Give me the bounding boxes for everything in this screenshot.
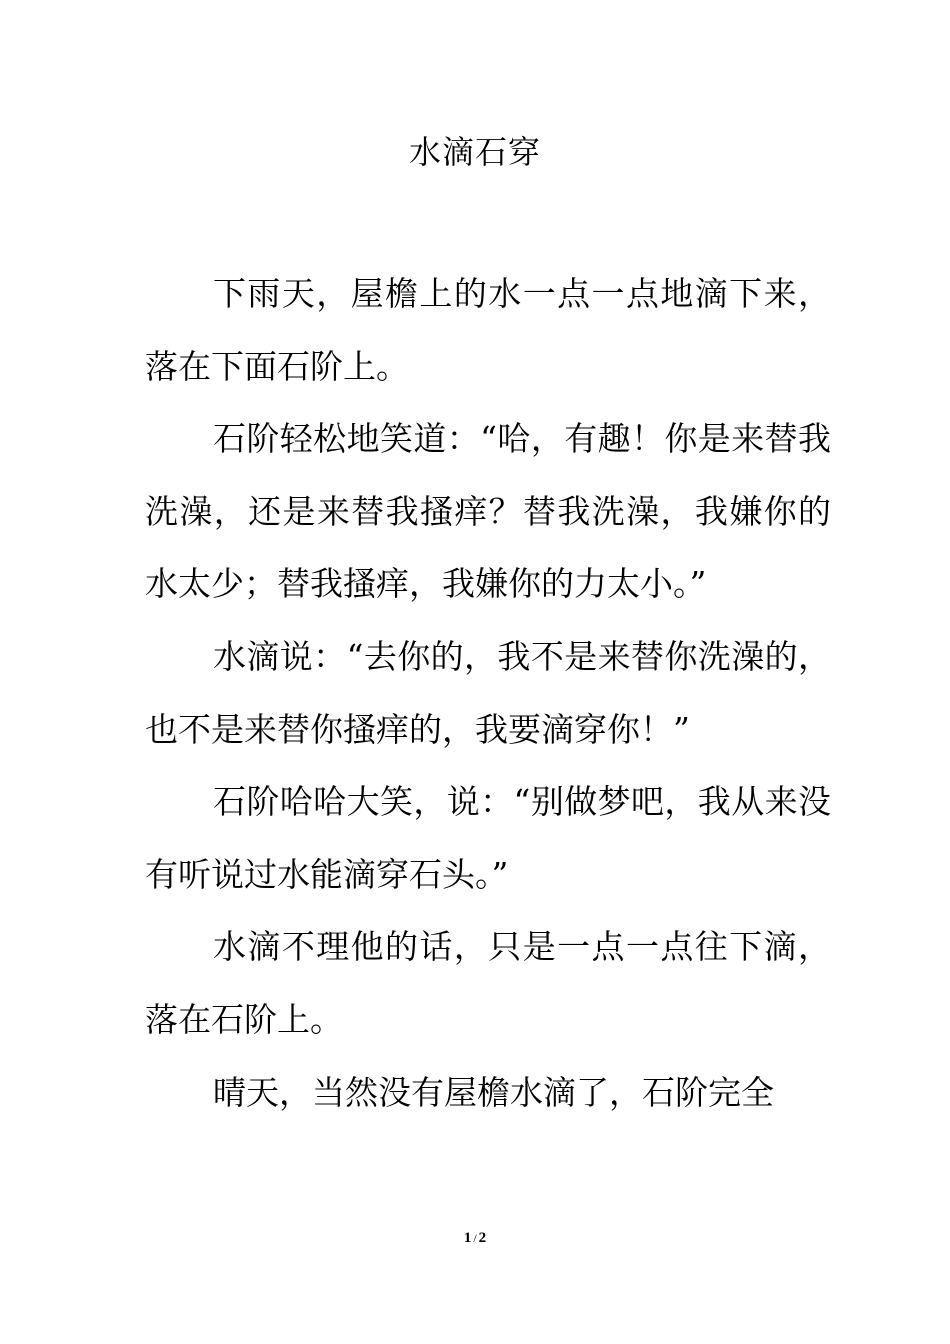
paragraph-3: 水滴说：“去你的，我不是来替你洗澡的，也不是来替你搔痒的，我要滴穿你！” [145, 636, 831, 749]
document-body [145, 258, 831, 1129]
page-number-separator: / [473, 1231, 477, 1245]
paragraph-6: 晴天，当然没有屋檐水滴了，石阶完全 [213, 1072, 774, 1112]
total-pages-number: 2 [478, 1230, 487, 1246]
paragraph-4: 石阶哈哈大笑，说：“别做梦吧，我从来没有听说过水能滴穿石头。” [145, 782, 831, 894]
paragraph-2: 石阶轻松地笑道：“哈，有趣！你是来替我洗澡，还是来替我搔痒？替我洗澡，我嫌你的水太少；替我搔痒，我嫌你的力太小。” [145, 419, 831, 604]
paragraph-1: 下雨天，屋檐上的水一点一点地滴下来，落在下面石阶上。 [145, 274, 831, 386]
paragraph-5: 水滴不理他的话，只是一点一点往下滴，落在石阶上。 [145, 927, 831, 1039]
page-number [0, 1226, 950, 1250]
current-page-number: 1 [463, 1230, 472, 1246]
document-title: 水滴石穿 [408, 133, 541, 171]
